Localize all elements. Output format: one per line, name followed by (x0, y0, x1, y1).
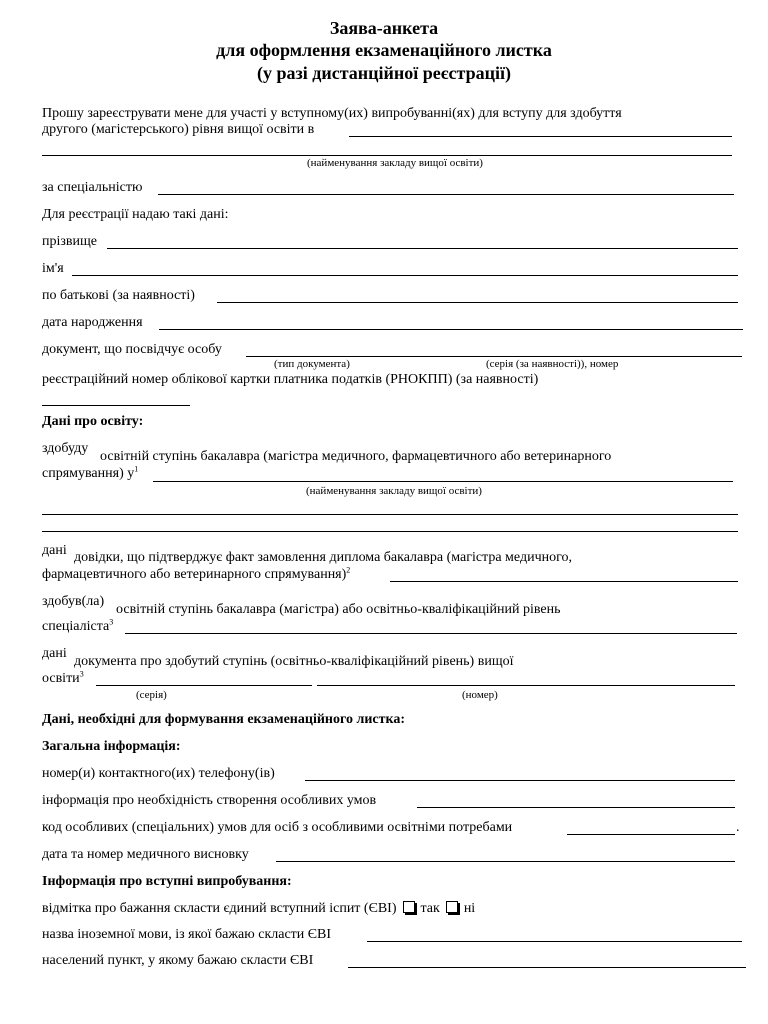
specialty-label: за спеціальністю (42, 180, 143, 195)
specialty-field[interactable] (158, 194, 734, 195)
institution-caption: (найменування закладу вищої освіти) (307, 157, 483, 169)
q4-option-word: дані (42, 646, 67, 661)
diploma-series-field[interactable] (96, 685, 312, 686)
doc-type-caption: (тип документа) (274, 358, 350, 370)
surname-field[interactable] (107, 248, 738, 249)
q1-option-word: здобуду (42, 441, 89, 456)
q3-text-line1: освітній ступінь бакалавра (магістра) або освітньо-кваліфікаційний рівень (116, 602, 561, 617)
q1-institution-caption: (найменування закладу вищої освіти) (306, 485, 482, 497)
phone-label: номер(и) контактного(их) телефону(ів) (42, 766, 275, 781)
q1-text-line1: освітній ступінь бакалавра (магістра медичного, фармацевтичного або ветеринарного (100, 449, 612, 464)
evi-yes-label: так (420, 901, 440, 916)
footnote-mark: 3 (79, 669, 84, 679)
exam-heading: Дані, необхідні для формування екзаменаційного листка: (42, 712, 406, 727)
intro-text-line2: другого (магістерського) рівня вищої освіти в (42, 122, 315, 137)
series-caption: (серія) (136, 689, 167, 701)
special-conditions-field[interactable] (417, 807, 735, 808)
q3-option-word: здобув(ла) (42, 594, 105, 609)
patronymic-field[interactable] (217, 302, 738, 303)
footnote-mark: 2 (346, 565, 351, 575)
q1-institution-field-continued-2[interactable] (42, 531, 738, 532)
medical-conclusion-field[interactable] (276, 861, 735, 862)
name-label: ім'я (42, 261, 64, 276)
q2-text-line1: довідки, що підтверджує факт замовлення диплома бакалавра (магістра медичного, (74, 550, 572, 565)
education-heading: Дані про освіту: (42, 414, 144, 429)
q1-institution-field-continued[interactable] (42, 514, 738, 515)
form-title: Заява-анкета (329, 18, 439, 38)
evi-wish-label: відмітка про бажання скласти єдиний вступний іспит (ЄВІ) (42, 901, 397, 916)
id-document-label: документ, що посвідчує особу (42, 342, 222, 357)
q4-text-line2: освіти$^3$ (42, 669, 84, 686)
special-code-label: код особливих (спеціальних) умов для осіб з особливими освітніми потребами (42, 820, 513, 835)
name-field[interactable] (72, 275, 738, 276)
evi-wish-row (42, 901, 475, 917)
trailing-dot: . (736, 820, 740, 835)
general-info-heading: Загальна інформація: (42, 739, 181, 754)
phone-field[interactable] (305, 780, 735, 781)
city-field[interactable] (348, 967, 746, 968)
q2-text-line2: фармацевтичного або ветеринарного спрямування)$^2$ (42, 565, 351, 582)
q2-option-word: дані (42, 543, 67, 558)
q3-text-line2: спеціаліста$^3$ (42, 617, 114, 634)
medical-conclusion-label: дата та номер медичного висновку (42, 847, 249, 862)
evi-no-checkbox[interactable] (446, 901, 458, 913)
footnote-mark: 3 (109, 617, 114, 627)
q3-field[interactable] (125, 633, 737, 634)
q1-institution-field[interactable] (153, 481, 733, 482)
evi-yes-checkbox[interactable] (403, 901, 415, 913)
trials-heading: Інформація про вступні випробування: (42, 874, 292, 889)
rnokpp-label: реєстраційний номер облікової картки платника податків (РНОКПП) (за наявності) (42, 372, 539, 387)
number-caption: (номер) (462, 689, 498, 701)
special-conditions-label: інформація про необхідність створення особливих умов (42, 793, 377, 808)
rnokpp-field[interactable] (42, 405, 190, 406)
institution-field[interactable] (349, 136, 732, 137)
special-code-field[interactable] (567, 834, 735, 835)
form-subtitle: для оформлення екзаменаційного листка (216, 40, 552, 60)
q4-text-line1: документа про здобутий ступінь (освітньо-кваліфікаційний рівень) вищої (74, 654, 514, 669)
diploma-number-field[interactable] (317, 685, 735, 686)
id-document-field[interactable] (246, 356, 742, 357)
foreign-language-field[interactable] (367, 941, 742, 942)
footnote-mark: 1 (134, 464, 139, 474)
provide-data-label: Для реєстрації надаю такі дані: (42, 207, 229, 222)
institution-field-continued[interactable] (42, 155, 732, 156)
patronymic-label: по батькові (за наявності) (42, 288, 195, 303)
foreign-language-label: назва іноземної мови, із якої бажаю скласти ЄВІ (42, 927, 332, 942)
q1-text-line2: спрямування) $у^1$ (42, 464, 139, 481)
birth-date-field[interactable] (159, 329, 743, 330)
city-label: населений пункт, у якому бажаю скласти ЄВІ (42, 953, 314, 968)
doc-series-caption: (серія (за наявності)), номер (486, 358, 619, 370)
surname-label: прізвище (42, 234, 98, 249)
form-subtitle-note: (у разі дистанційної реєстрації) (257, 63, 511, 83)
evi-no-label: ні (463, 901, 476, 916)
birth-date-label: дата народження (42, 315, 143, 330)
intro-text-line1: Прошу зареєструвати мене для участі у вступному(их) випробуванні(ях) для вступу для здобуття (42, 106, 622, 121)
q2-field[interactable] (390, 581, 738, 582)
